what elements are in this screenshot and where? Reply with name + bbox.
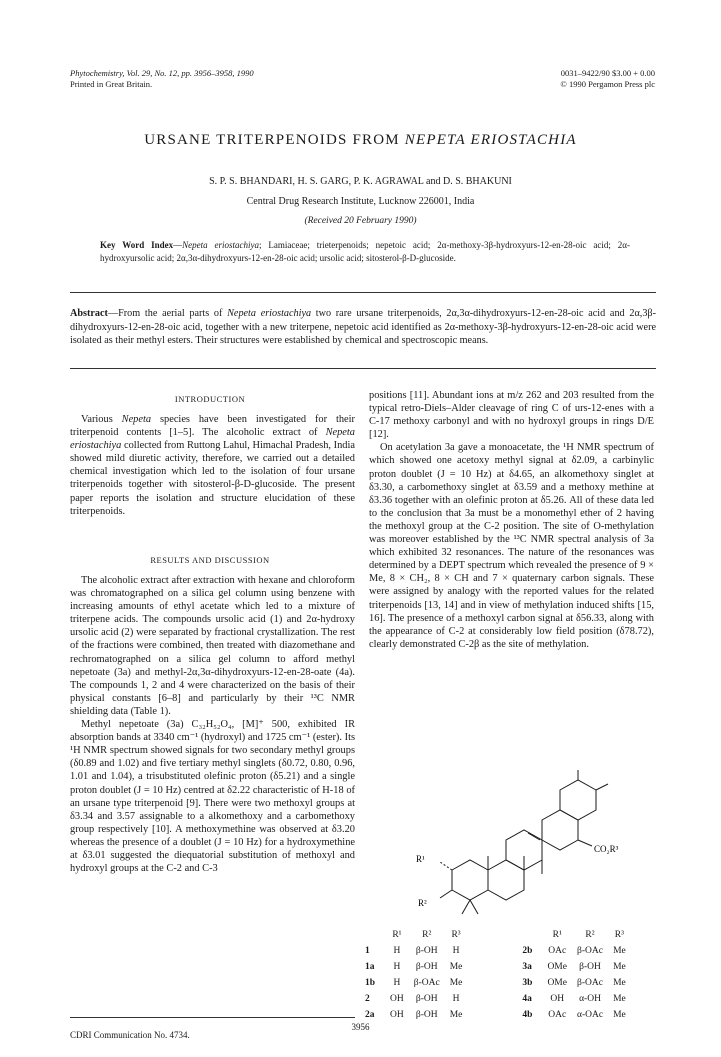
table-cell: β-OH (415, 946, 438, 956)
keyword-index: Key Word Index—Nepeta eriostachiya; Lamiaceae; trieterpenoids; nepetoic acid; 2α-methoxy-3β-hydroxyurs-12-en-28-oic acid; 2α-hydroxyursolic acid; 2α,3α-dihydroxyurs-12-en-28-oic acid; ursolic acid; sitosterol-β-D-glucoside. (100, 240, 631, 263)
methyl-bond (596, 784, 608, 790)
double-bond (528, 833, 540, 840)
results-paragraph-2: Methyl nepetoate (3a) C₃₂H₅₂O₄, [M]⁺ 500, exhibited IR absorption bands at 3340 cm⁻¹ (hydroxyl) and 1725 cm⁻¹ (ester). Its ¹H NMR spectrum showed signals for two secondary methyl groups (δ0.89 and 1.02) and five tertiary methyl singlets (δ0.72, 0.80, 0.96, 1.01 and 1.04), a trisubstituted olefinic proton (δ5.21) and a single proton doublet (J = 10 Hz) centred at δ2.22 characteristic of H-18 of an ursane type triterpenoid [9]. There were two methoxyl groups at δ3.34 and 3.57 assignable to a alkomethoxy and a carbomethoxy group respectively [10]. A methoxymethine was observed at δ3.20 whereas the presence of a doublet (J = 10 Hz) for a hydroxymethine at δ3.01 suggested the diequatorial substitution of methoxyl and hydroxyl groups at the C-2 and C-3 (70, 719, 355, 875)
table-gap (467, 991, 517, 1007)
journal-code-block (560, 68, 655, 90)
r2-bond (440, 890, 452, 898)
table-header: R² (585, 930, 595, 940)
table-row (360, 1007, 631, 1023)
copyright: © 1990 Pergamon Press plc (560, 79, 655, 89)
table-cell: Me (613, 994, 626, 1004)
footnote: CDRI Communication No. 4734. (70, 1030, 190, 1040)
compound-id: 3a (522, 962, 532, 972)
keyword-text: ; Lamiaceae; trieterpenoids; nepetoic acid; 2α-methoxy-3β-hydroxyurs-12-en-28-oic acid; 2α-hydroxyursolic acid; 2α,3α-dihydroxyurs-12-en-28-oic acid; ursolic acid; sitosterol-β-D-glucoside. (100, 240, 631, 263)
abstract-part1: —From the aerial parts of (107, 308, 228, 319)
abstract-part2: two rare ursane triterpenoids, 2α,3α-dihydroxyurs-12-en-28-oic acid and 2α,3β-dihydroxyurs-12-en-28-oic acid, together with a new triterpene, nepetoic acid identified as 2α-methoxy-3β-hydroxyurs-12-en-28-oic acid were isolated as their methyl esters. Their structures were established by chemical and spectroscopic means. (70, 308, 656, 347)
methyl-bond (470, 900, 478, 914)
table-cell: Me (613, 1010, 626, 1020)
table-cell: OH (390, 994, 404, 1004)
table-cell: OH (550, 994, 565, 1004)
title-main: URSANE TRITERPENOIDS FROM (144, 132, 405, 148)
journal-header (70, 68, 254, 90)
right-column-text (369, 389, 654, 651)
table-cell: Me (613, 978, 626, 988)
table-gap (467, 943, 517, 959)
journal-citation: Phytochemistry, Vol. 29, No. 12, pp. 3956–3958, 1990 (70, 68, 254, 78)
journal-code: 0031–9422/90 $3.00 + 0.00 (560, 68, 655, 78)
table-gap (467, 927, 517, 943)
table-header: R³ (614, 930, 624, 940)
table-cell: β-OH (415, 994, 438, 1004)
compound-id: 1a (365, 962, 375, 972)
intro-paragraph (70, 413, 355, 518)
results-paragraph-1: The alcoholic extract after extraction with hexane and chloroform was chromatographed on a silica gel column using benzene with increasing amounts of ethyl acetate which led to a mixture of triterpene acids. The compounds ursolic acid (1) and 2α-hydroxy ursolic acid (2) were separated by fractional crystallization. The rest of the fractions were combined, then treated with diazomethane and rechromatographed on a silica gel column to afford methyl nepetoate (3a) and methyl-2α,3α-dihydroxyurs-12-en-28-oate (4a). The compounds 1, 2 and 4 were characterized on the basis of their physical constants [6–8] and particularly by their ¹³C NMR shielding data (Table 1). (70, 575, 355, 717)
compound-id: 4b (522, 1010, 533, 1020)
received-date: (Received 20 February 1990) (304, 216, 417, 226)
keyword-label: Key Word Index (100, 240, 174, 250)
table-cell: H (393, 978, 401, 988)
compound-id: 4a (522, 994, 532, 1004)
intro-text-2: species have been investigated for their triterpenoid contents [1–5]. The alcoholic extract of (70, 414, 356, 439)
table-gap (467, 1007, 517, 1023)
table-header (360, 927, 385, 943)
intro-species: Nepeta eriostachiya (70, 427, 355, 452)
table-header-row (360, 927, 631, 943)
printed-in: Printed in Great Britain. (70, 79, 153, 89)
intro-heading: INTRODUCTION (174, 394, 246, 404)
r1-label: R¹ (416, 854, 425, 864)
table-cell: Me (613, 946, 626, 956)
ring-b (488, 860, 524, 900)
table-header: R¹ (552, 930, 562, 940)
table-cell: Me (449, 1010, 463, 1020)
table-header: R³ (451, 930, 461, 940)
methyl-bond (462, 900, 470, 914)
table-row (360, 991, 631, 1007)
compound-id: 2a (365, 1010, 375, 1020)
table-cell: OAc (548, 946, 567, 956)
footnote-rule (70, 1017, 355, 1018)
table-gap (467, 959, 517, 975)
ring-e (560, 780, 596, 820)
table-cell: OMe (547, 978, 567, 988)
table-cell: α-OAc (576, 1010, 604, 1020)
table-gap (467, 975, 517, 991)
table-cell: β-OAc (413, 978, 440, 988)
table-row (360, 959, 631, 975)
article-title (0, 132, 721, 149)
table-cell: H (393, 962, 401, 972)
compound-id: 2b (522, 946, 533, 956)
table-cell: Me (449, 962, 463, 972)
intro-body (70, 413, 355, 518)
divider-top (70, 292, 656, 293)
title-italic: NEPETA ERIOSTACHIA (404, 132, 577, 148)
divider-abstract (70, 368, 656, 369)
table-cell: β-OAc (577, 978, 603, 988)
table-cell: H (452, 946, 460, 956)
compound-id: 1 (365, 946, 370, 956)
right-paragraph-1: positions [11]. Abundant ions at m/z 262 and 203 resulted from the typical retro-Diels–Alder cleavage of ring C of urs-12-enes with a C-17 methoxy carbonyl and with no hydroxyl groups in rings D/E [12]. (369, 390, 654, 441)
compound-id: 1b (365, 978, 376, 988)
institution: Central Drug Research Institute, Lucknow 226001, India (246, 196, 475, 207)
table-cell: α-OH (579, 994, 601, 1004)
table-row (360, 943, 631, 959)
page-number: 3956 (351, 1022, 370, 1032)
table-cell: OAc (548, 1010, 567, 1020)
co2r3-label: CO₂R³ (594, 844, 619, 854)
table-cell: β-OAc (577, 946, 603, 956)
table-cell: OMe (547, 962, 567, 972)
intro-genus: Nepeta (121, 414, 152, 425)
compound-id: 3b (522, 978, 533, 988)
table-cell: Me (613, 962, 626, 972)
authors: S. P. S. BHANDARI, H. S. GARG, P. K. AGRAWAL and D. S. BHAKUNI (209, 176, 512, 187)
results-body (70, 574, 355, 875)
ring-d (542, 810, 578, 850)
table-cell: H (452, 994, 460, 1004)
abstract-label: Abstract (70, 308, 108, 319)
table-cell: OH (390, 1010, 404, 1020)
ring-a (452, 860, 488, 900)
carboxyl-bond (578, 840, 592, 846)
results-heading: RESULTS AND DISCUSSION (150, 555, 270, 565)
ursane-structure-diagram (410, 770, 640, 950)
table-cell: Me (449, 978, 463, 988)
abstract (70, 307, 656, 348)
right-paragraph-2: On acetylation 3a gave a monoacetate, the ¹H NMR spectrum of which showed one acetoxy methyl signal at δ2.09, a carbinylic proton doublet (J = 10 Hz) at δ4.65, an alkomethoxy singlet at δ3.30, a carbomethoxy singlet at δ3.59 and a methoxy methine at δ3.36 together with an olefinic proton at δ5.26. All of these data led to the conclusion that 3a must be a monomethyl ether of 2 having the methoxyl group at the C-2 position. The site of O-methylation was moreover established by the ¹³C NMR spectral analysis of 3a which exhibited 32 resonances. The nature of the resonances was determined by a DEPT spectrum which revealed the presence of 9 × Me, 8 × CH₂, 8 × CH and 7 × quaternary carbon signals. These were assigned by analogy with the reported values for the related triterpenoids [13, 14] and in view of methylation induced shifts [15, 16]. The presence of a methoxyl carbon signal at δ56.33, along with the appearance of C-2 at considerably low field position (δ78.72), clearly demonstrated C-2β as the site of methylation. (369, 442, 654, 650)
table-cell: β-OH (415, 962, 438, 972)
table-cell: β-OH (415, 1010, 438, 1020)
table-header (517, 927, 542, 943)
r1-bond (440, 862, 452, 870)
intro-text-3: collected from Ruttong Lahul, Himachal Pradesh, India showed mild diuretic activity, therefore, we carried out a detailed chemical investigation which led to the isolation of four ursane triterpenoids together with sitosterol-β-D-glucoside. The present paper reports the isolation and structure elucidation of these triterpenoids. (70, 440, 355, 517)
table-header: R² (422, 930, 432, 940)
abstract-species: Nepeta eriostachiya (227, 308, 312, 319)
r2-label: R² (418, 898, 427, 908)
table-cell: H (393, 946, 401, 956)
table-row (360, 975, 631, 991)
compound-table (360, 927, 631, 1023)
compound-id: 2 (365, 994, 370, 1004)
intro-text-1: Various (81, 414, 122, 425)
table-header: R¹ (392, 930, 402, 940)
table-cell: β-OH (579, 962, 601, 972)
keyword-species: Nepeta eriostachiya (182, 240, 259, 250)
